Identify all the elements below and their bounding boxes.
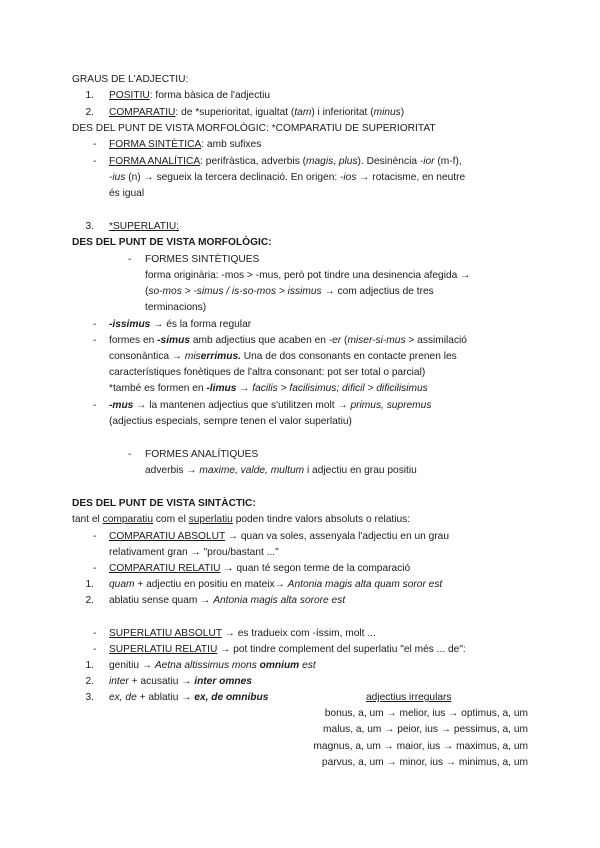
formes-analitiques-line: [145, 464, 417, 477]
latin-word: ex, de: [109, 692, 137, 703]
formes-analitiques-title: FORMES ANALÍTIQUES: [145, 449, 259, 460]
latin-word: quam: [109, 579, 135, 590]
definition-text: tant el: [72, 514, 103, 525]
bullet-dash: -: [93, 531, 97, 542]
irregular-row: bonus, a, um → melior, ius → optimus, a, um: [324, 708, 528, 719]
definition-text: > assimilació: [405, 335, 467, 346]
forma-analitica-line-3: és igual: [109, 188, 145, 199]
definition-text: → rotacisme, en neutre: [356, 172, 466, 183]
definition-text: + acusatiu →: [128, 676, 195, 687]
latin-word-bold: errimus.: [200, 351, 241, 362]
definition-text: : de *superioritat, igualtat (: [175, 107, 295, 118]
bullet-dash: -: [93, 400, 97, 411]
latin-word: facilis > facilisimus; dificil > dificilisimus: [252, 383, 428, 394]
latin-word: -ius: [109, 172, 126, 183]
suffix-mus: -mus: [109, 400, 134, 411]
latin-word: mis: [184, 351, 201, 362]
formes-sintetiques-dash: -: [128, 254, 132, 265]
sintactic-intro: [72, 513, 410, 526]
definition-text: formes en: [109, 335, 158, 346]
section-heading-sintactic: DES DEL PUNT DE VISTA SINTÀCTIC:: [72, 498, 256, 509]
formes-sintetiques-line-2: [145, 285, 434, 298]
term-comparatiu: comparatiu: [102, 514, 153, 525]
latin-word-bold: ex, de omnibus: [194, 692, 269, 703]
list-number: 1.: [85, 90, 94, 101]
latin-example: Antonia magis alta quam soror est: [287, 579, 443, 590]
latin-word: so-mos > -simus / is-so-mos > issimus: [148, 286, 322, 297]
latin-word: primus, supremus: [350, 400, 432, 411]
page-heading: GRAUS DE L'ADJECTIU:: [72, 74, 189, 85]
definition-text: consonàntica →: [109, 351, 185, 362]
definition-text: adverbis →: [145, 465, 200, 476]
simus-line-4: [109, 382, 428, 395]
definition-text: ): [400, 107, 405, 118]
definition-text: genitiu →: [109, 660, 155, 671]
latin-word-bold: inter omnes: [194, 676, 252, 687]
definition-text: → es tradueix com -íssim, molt ...: [221, 628, 376, 639]
bullet-dash: -: [93, 563, 97, 574]
definition-text: poden tindre valors absoluts o relatius:: [232, 514, 411, 525]
term-forma-sintetica: FORMA SINTÈTICA: [109, 139, 202, 150]
definition-text: : forma bàsica de l'adjectiu: [149, 90, 271, 101]
latin-word: -er: [328, 335, 342, 346]
irregular-row: magnus, a, um → maior, ius → maximus, a, um: [313, 741, 528, 752]
mus-line-2: (adjectius especials, sempre tenen el valor superlatiu): [109, 416, 352, 427]
bullet-dash: -: [93, 335, 97, 346]
latin-example: est: [299, 660, 316, 671]
latin-word: inter: [109, 676, 129, 687]
simus-line-2: [109, 350, 457, 363]
term-positiu: POSITIU: [109, 90, 150, 101]
definition-text: → és la forma regular: [150, 319, 252, 330]
latin-example: Antonia magis alta sorore est: [213, 595, 346, 606]
latin-word: miser-si-mus: [347, 335, 406, 346]
definition-text: *també es formen en: [109, 383, 207, 394]
definition-text: →: [236, 383, 253, 394]
bullet-dash: -: [93, 156, 97, 167]
suffix-limus: -limus: [206, 383, 237, 394]
definition-text: Una de dos consonants en contacte prenen les: [240, 351, 457, 362]
latin-word: minus: [373, 107, 401, 118]
list-number: 3.: [85, 692, 94, 703]
definition-text: → pot tindre complement del superlatiu "el més ... de":: [217, 644, 466, 655]
definition-text: (: [341, 335, 348, 346]
latin-word: -ios: [340, 172, 357, 183]
term-comparatiu-relatiu: COMPARATIU RELATIU: [109, 563, 221, 574]
bullet-dash: -: [93, 628, 97, 639]
list-number: 2.: [85, 107, 94, 118]
latin-word-bold: omnium: [259, 660, 300, 671]
list-number: 2.: [85, 676, 94, 687]
latin-word: maxime, valde, multum: [199, 465, 305, 476]
list-number: 1.: [85, 579, 94, 590]
latin-word: tam: [294, 107, 312, 118]
simus-line-3: característiques fonètiques de l'altra consonant: pot ser total o parcial): [109, 367, 426, 378]
definition-text: (m-f),: [434, 156, 462, 167]
term-superlatiu-relatiu: SUPERLATIU RELATIU: [109, 644, 218, 655]
irregulars-title: adjectius irregulars: [366, 692, 452, 703]
term-comparatiu: COMPARATIU: [109, 107, 176, 118]
term-superlatiu: superlatiu: [188, 514, 233, 525]
latin-word: -ior: [419, 156, 435, 167]
definition-text: → la mantenen adjectius que s'utilitzen molt →: [133, 400, 351, 411]
definition-text: + adjectiu en positiu en mateix→: [134, 579, 288, 590]
formes-sintetiques-line-3: terminacions): [145, 302, 207, 313]
irregular-row: parvus, a, um → minor, ius → minimus, a, um: [321, 757, 528, 768]
latin-word: magis, plus: [306, 156, 358, 167]
list-number: 3.: [85, 221, 94, 232]
definition-text: → quan va soles, assenyala l'adjectiu en un grau: [225, 531, 449, 542]
definition-text: ablatiu sense quam →: [109, 595, 214, 606]
list-number: 2.: [85, 595, 94, 606]
definition-text: → quan té segon terme de la comparació: [220, 563, 411, 574]
suffix-simus: -simus: [157, 335, 190, 346]
definition-text: ) i inferioritat (: [311, 107, 374, 118]
term-superlatiu-absolut: SUPERLATIU ABSOLUT: [109, 628, 222, 639]
formes-analitiques-dash: -: [128, 449, 132, 460]
definition-text: amb adjectius que acaben en: [189, 335, 329, 346]
definition-text: com el: [153, 514, 189, 525]
bullet-dash: -: [93, 139, 97, 150]
definition-text: (: [145, 286, 149, 297]
definition-text: (n) → segueix la tercera declinació. En origen:: [125, 172, 341, 183]
term-superlatiu: *SUPERLATIU:: [109, 221, 180, 232]
section-heading-morf-superlatiu: DES DEL PUNT DE VISTA MORFOLÒGIC:: [72, 237, 272, 248]
formes-sintetiques-line-1: forma originària: -mos > -mus, però pot tindre una desinencia afegida →: [145, 270, 471, 281]
definition-text: : perifràstica, adverbis (: [200, 156, 307, 167]
latin-example: Aetna altissimus mons: [154, 660, 260, 671]
list-number: 1.: [85, 660, 94, 671]
section-heading-morf-comparatiu: DES DEL PUNT DE VISTA MORFOLÒGIC: *COMPARATIU DE SUPERIORITAT: [72, 123, 436, 134]
formes-sintetiques-title: FORMES SINTÈTIQUES: [145, 254, 260, 265]
term-comparatiu-absolut: COMPARATIU ABSOLUT: [109, 531, 226, 542]
bullet-dash: -: [93, 644, 97, 655]
definition-text: + ablatiu →: [136, 692, 195, 703]
irregular-row: malus, a, um → peior, ius → pessimus, a, um: [323, 724, 528, 735]
definition-text: i adjectiu en grau positiu: [304, 465, 417, 476]
definition-text: → com adjectius de tres: [321, 286, 434, 297]
bullet-dash: -: [93, 319, 97, 330]
forma-analitica-line-2: [109, 171, 465, 184]
suffix-issimus: -issimus: [109, 319, 151, 330]
comparatiu-absolut-line-2: relativament gran → "prou/bastant ...": [109, 547, 279, 558]
term-forma-analitica: FORMA ANALÍTICA: [109, 156, 201, 167]
definition-text: : amb sufixes: [201, 139, 262, 150]
definition-text: ). Desinència: [357, 156, 420, 167]
